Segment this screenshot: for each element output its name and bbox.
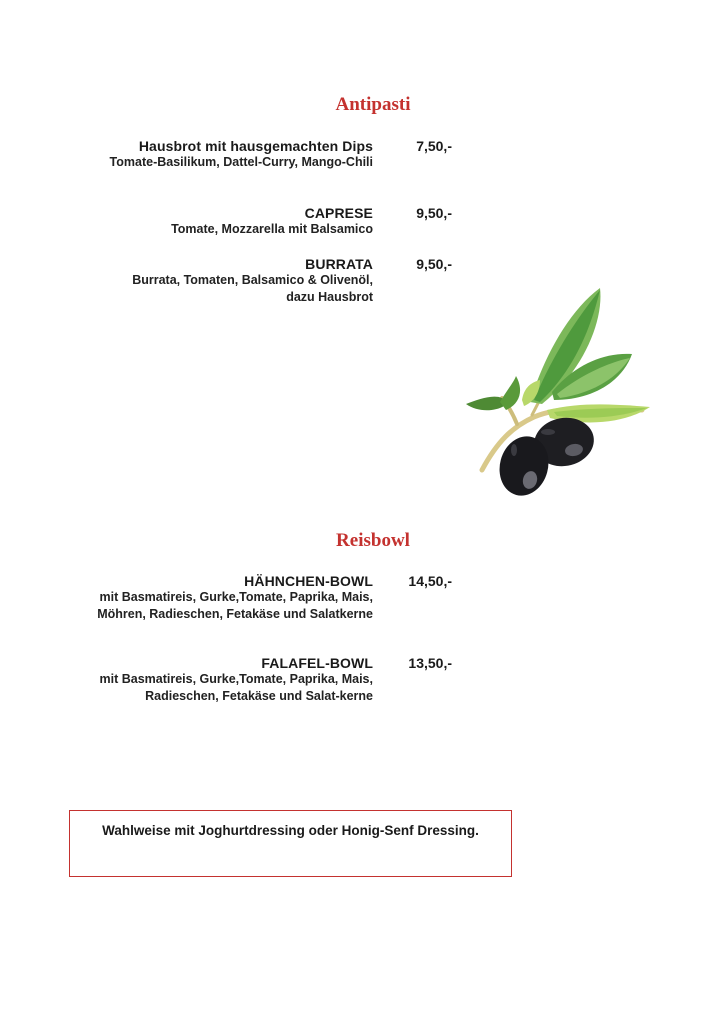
menu-item-hausbrot (60, 138, 453, 171)
item-name: Hausbrot mit hausgemachten Dips (138, 138, 373, 154)
item-description (60, 154, 373, 171)
item-description: mit Basmatireis, Gurke,Tomate, Paprika, Mais, Möhren, Radieschen, Fetakäse und Salatkerne (97, 590, 373, 621)
item-name: CAPRESE (304, 205, 373, 221)
dressing-note: Wahlweise mit Joghurtdressing oder Honig-Senf Dressing. (102, 823, 479, 838)
menu-item-burrata (60, 256, 453, 305)
dressing-note-box (69, 810, 512, 877)
menu-item-haehnchen-bowl (60, 573, 453, 622)
item-name: HÄHNCHEN-BOWL (244, 573, 373, 589)
item-price: 14,50,- (408, 573, 452, 589)
menu-item-falafel-bowl (60, 655, 453, 704)
item-description: Tomate, Mozzarella mit Balsamico (171, 222, 373, 236)
item-price: 13,50,- (408, 655, 452, 671)
menu-item-caprese (60, 205, 453, 238)
item-name: BURRATA (305, 256, 373, 272)
item-description: mit Basmatireis, Gurke,Tomate, Paprika, Mais, Radieschen, Fetakäse und Salat-kerne (99, 672, 373, 703)
item-price: 9,50,- (416, 205, 452, 221)
item-name: FALAFEL-BOWL (261, 655, 373, 671)
item-description-text: Tomate-Basilikum, Dattel-Curry, Mango-Chili (109, 155, 373, 169)
item-price: 9,50,- (416, 256, 452, 272)
section-title-antipasti: Antipasti (335, 94, 411, 115)
item-price: 7,50,- (416, 138, 452, 154)
item-description: Burrata, Tomaten, Balsamico & Olivenöl, dazu Hausbrot (132, 273, 373, 304)
section-title-reisbowl: Reisbowl (336, 530, 410, 551)
olive-branch-illustration (462, 282, 652, 500)
